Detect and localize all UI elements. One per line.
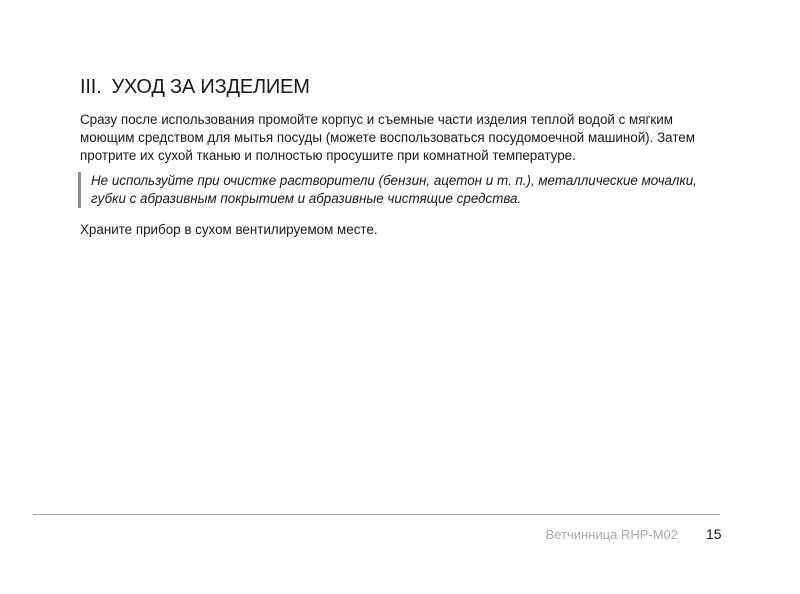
storage-instructions-paragraph: Храните прибор в сухом вентилируемом месте. bbox=[80, 222, 378, 237]
warning-note: Не используйте при очистке растворители (бензин, ацетон и т. п.), металлические мочалки, губки с абразивным покрытием и абразивные чистящие средства. bbox=[78, 172, 733, 208]
page-title bbox=[80, 76, 310, 99]
care-instructions-paragraph: Сразу после использования промойте корпус и съемные части изделия теплой водой с мягким моющим средством для мытья посуды (можете воспользоваться посудомоечной машиной). Затем протрите их сухой тканью и полностью просушите при комнатной температуре. bbox=[80, 112, 695, 163]
section-title: УХОД ЗА ИЗДЕЛИЕМ bbox=[111, 76, 310, 98]
section-number: III. bbox=[80, 76, 102, 98]
footer-document-name: Ветчинница RHP-M02 bbox=[545, 527, 678, 542]
page-number: 15 bbox=[706, 526, 722, 542]
footer-divider bbox=[33, 514, 720, 515]
